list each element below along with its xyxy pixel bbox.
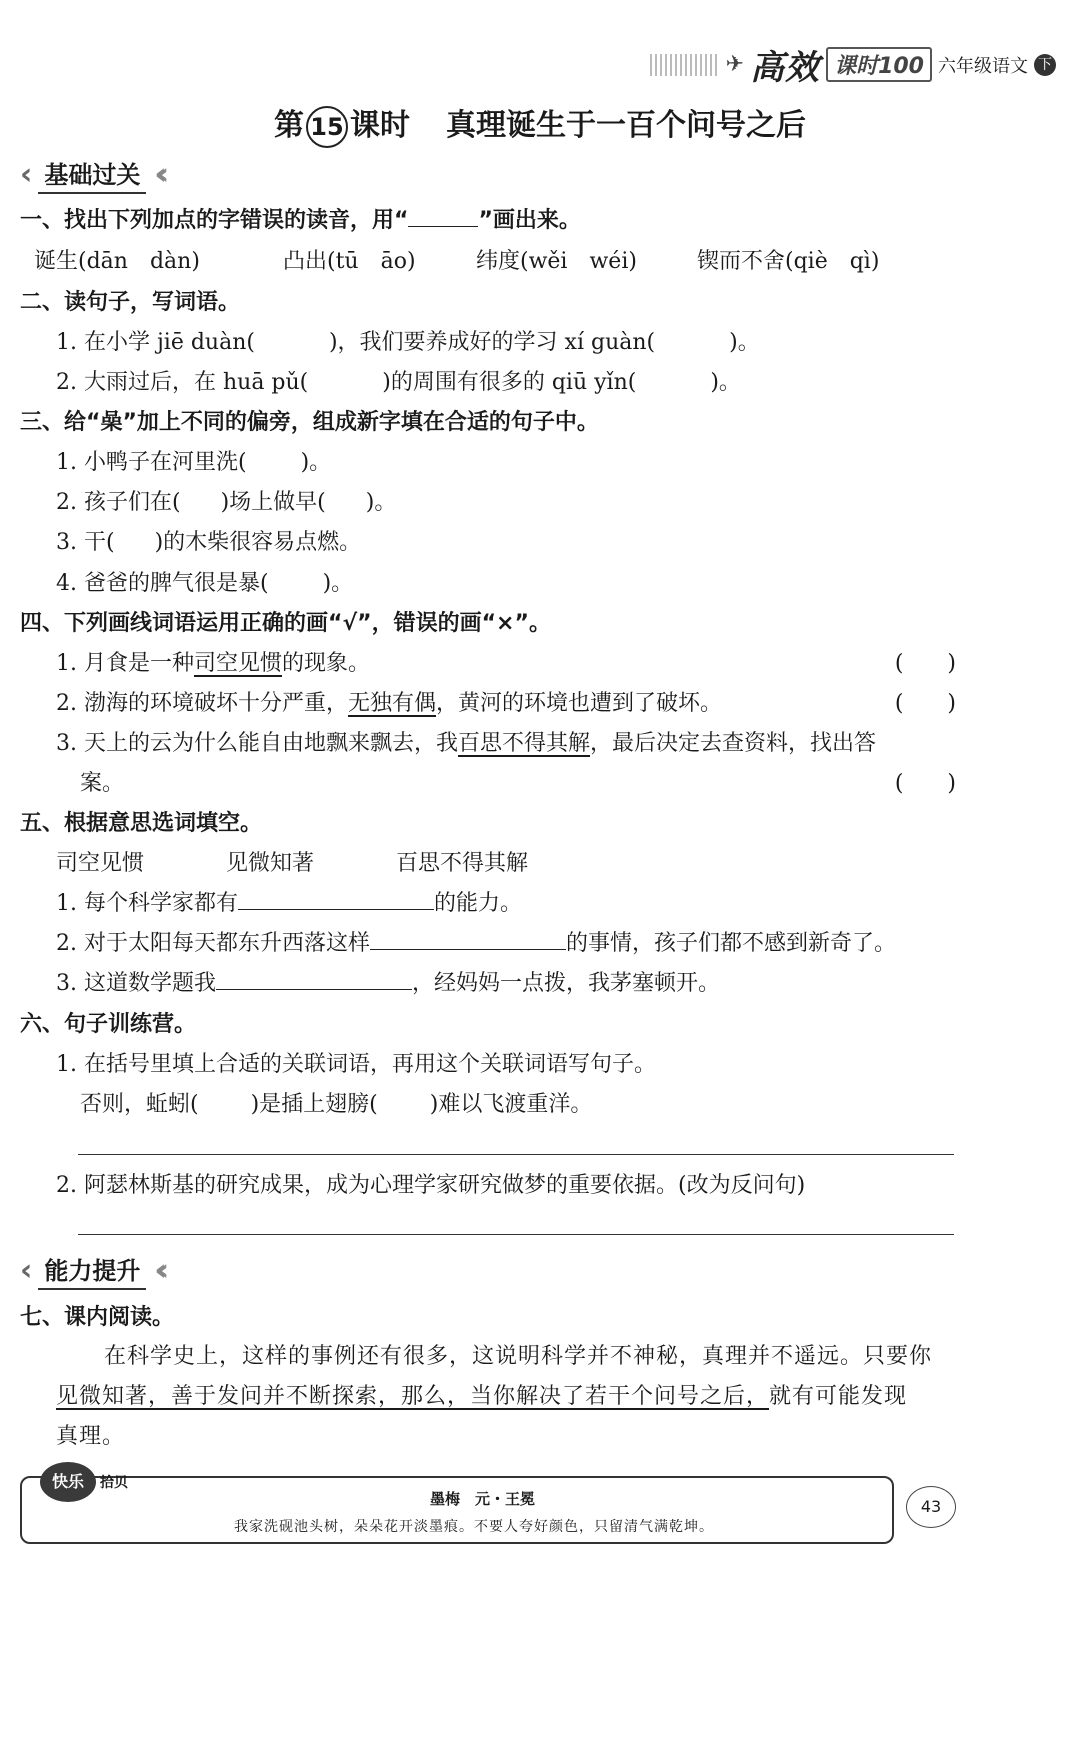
q7-heading: 七、课内阅读。 <box>20 1305 175 1330</box>
reading-line-2-end: 就有可能发现 <box>769 1384 908 1409</box>
q4-underlined-word: 无独有偶 <box>347 691 436 716</box>
q5-word: 见微知著 <box>226 851 315 876</box>
q4-l2a: 2. 渤海的环境破坏十分严重， <box>56 691 348 716</box>
header-dots <box>650 54 720 76</box>
section-banner-ability <box>20 1251 159 1290</box>
q5-l1a: 1. 每个科学家都有 <box>56 891 238 916</box>
header-grade: 六年级语文 <box>938 55 1028 77</box>
page-title <box>0 100 1080 148</box>
q1-item <box>697 244 879 275</box>
answer-blank[interactable] <box>408 226 478 227</box>
header <box>650 40 1056 89</box>
q3-l2a: 2. 孩子们在( <box>56 490 181 515</box>
q6-l1ec: )难以飞渡重洋。 <box>429 1092 593 1117</box>
q2-line-1 <box>56 325 760 356</box>
q6-l1eb: )是插上翅膀( <box>250 1092 378 1117</box>
q1-item-3: 锲而不舍(qiè qì) <box>697 249 880 274</box>
q3-l3b: )的木柴很容易点燃。 <box>154 530 362 555</box>
q4-line-2 <box>56 686 722 717</box>
plane-icon: ✈ <box>725 52 745 77</box>
q4-underlined-word: 司空见惯 <box>193 651 282 676</box>
q1-item-1: 凸出(tū āo) <box>283 249 416 274</box>
q3-heading: 三、给“喿”加上不同的偏旁，组成新字填在合适的句子中。 <box>20 410 599 435</box>
q2-line-2 <box>56 365 741 396</box>
q3-line-4 <box>56 566 353 597</box>
q2-l1b: )，我们要养成好的学习 xí guàn( <box>328 330 656 355</box>
q4-l2b: ，黄河的环境也遭到了破坏。 <box>436 691 723 716</box>
q1-item <box>283 244 416 275</box>
q1-item <box>476 244 637 275</box>
page-number: 43 <box>906 1486 956 1528</box>
badge-sub: 拾贝 <box>100 1475 128 1491</box>
q5-l2b: 的事情，孩子们都不感到新奇了。 <box>565 931 896 956</box>
badge-bubble: 快乐 <box>40 1462 96 1502</box>
q3-l1b: )。 <box>300 450 332 475</box>
q5-l3a: 3. 这道数学题我 <box>56 971 216 996</box>
title-main: 真理诞生于一百个问号之后 <box>446 108 806 143</box>
q3-line-3 <box>56 525 361 556</box>
q6-line-2: 2. 阿瑟林斯基的研究成果，成为心理学家研究做梦的重要依据。(改为反问句) <box>56 1173 806 1198</box>
section-label: 基础过关 <box>38 155 146 194</box>
q4-line-1 <box>56 646 370 677</box>
q5-word: 百思不得其解 <box>396 851 529 876</box>
q2-l2b: )的周围有很多的 qiū yǐn( <box>382 370 637 395</box>
q3-l2c: )。 <box>365 490 397 515</box>
reading-line-3: 真理。 <box>56 1424 126 1449</box>
writing-line[interactable] <box>78 1234 954 1235</box>
q1-item <box>34 244 200 275</box>
q6-heading: 六、句子训练营。 <box>20 1012 197 1037</box>
q5-word: 司空见惯 <box>56 851 145 876</box>
q4-heading: 四、下列画线词语运用正确的画“√”，错误的画“×”。 <box>20 611 551 636</box>
q3-line-2 <box>56 485 396 516</box>
header-series: 课时100 <box>826 47 932 82</box>
q5-heading: 五、根据意思选词填空。 <box>20 811 263 836</box>
q5-l1b: 的能力。 <box>433 891 522 916</box>
q5-l3b: ，经妈妈一点拨，我茅塞顿开。 <box>411 971 720 996</box>
reading-line-2 <box>56 1379 907 1410</box>
footer-badge <box>40 1462 128 1502</box>
q6-l1ea: 否则，蚯蚓( <box>80 1092 199 1117</box>
q4-l1b: 的现象。 <box>282 651 371 676</box>
chevron-left-icon: ‹ <box>20 1253 33 1288</box>
header-volume: 下 <box>1034 54 1056 76</box>
double-chevron-icon: ‹‹ <box>154 157 160 192</box>
q5-line-3 <box>56 966 720 997</box>
q4-underlined-word: 百思不得其解 <box>458 731 591 756</box>
title-prefix: 第 <box>274 108 304 143</box>
q2-l2c: )。 <box>710 370 741 395</box>
q2-l2a: 2. 大雨过后，在 huā pǔ( <box>56 370 309 395</box>
reading-line-1: 在科学史上，这样的事例还有很多，这说明科学并不神秘，真理并不遥远。只要你 <box>104 1344 933 1369</box>
q1-heading <box>20 203 581 234</box>
q2-l1c: )。 <box>729 330 760 355</box>
title-suffix: 课时 <box>350 108 410 143</box>
q6-line-1: 1. 在括号里填上合适的关联词语，再用这个关联词语写句子。 <box>56 1052 656 1077</box>
chevron-left-icon: ‹ <box>20 157 33 192</box>
q6-example <box>80 1087 592 1118</box>
q1-item-0: 诞生(dān dàn) <box>34 249 200 274</box>
q1-heading-text: 一、找出下列加点的字错误的读音，用“ <box>20 208 409 233</box>
q4-l1a: 1. 月食是一种 <box>56 651 194 676</box>
q3-l1a: 1. 小鸭子在河里洗( <box>56 450 247 475</box>
header-brand: 高效 <box>750 48 821 88</box>
q4-line-3 <box>56 726 876 757</box>
q3-l2b: )场上做早( <box>220 490 326 515</box>
q4-l3a: 3. 天上的云为什么能自由地飘来飘去，我 <box>56 731 458 756</box>
q3-l3a: 3. 干( <box>56 530 115 555</box>
q2-l1a: 1. 在小学 jiē duàn( <box>56 330 255 355</box>
q1-heading-end: ”画出来。 <box>478 208 581 233</box>
q3-l4a: 4. 爸爸的脾气很是暴( <box>56 571 269 596</box>
q3-l4b: )。 <box>322 571 354 596</box>
reading-underlined: 见微知著，善于发问并不断探索，那么，当你解决了若干个问号之后， <box>56 1384 770 1409</box>
answer-paren[interactable]: ( ) <box>894 651 956 676</box>
q4-line-3-cont: 案。 <box>80 771 125 796</box>
double-chevron-icon: ‹‹ <box>154 1253 160 1288</box>
poem-text: 我家洗砚池头树，朵朵花开淡墨痕。不要人夸好颜色，只留清气满乾坤。 <box>234 1519 714 1535</box>
answer-paren[interactable]: ( ) <box>894 691 956 716</box>
q2-heading: 二、读句子，写词语。 <box>20 290 241 315</box>
q3-line-1 <box>56 445 331 476</box>
q5-line-2 <box>56 926 896 957</box>
fill-blank[interactable] <box>370 949 566 950</box>
lesson-number: 15 <box>306 106 348 148</box>
fill-blank[interactable] <box>238 909 434 910</box>
section-banner-basic <box>20 155 159 194</box>
q5-l2a: 2. 对于太阳每天都东升西落这样 <box>56 931 370 956</box>
writing-line[interactable] <box>78 1154 954 1155</box>
fill-blank[interactable] <box>216 989 412 990</box>
answer-paren[interactable]: ( ) <box>894 771 956 796</box>
section-label: 能力提升 <box>38 1251 146 1290</box>
poem-title: 墨梅 元・王冕 <box>430 1490 536 1508</box>
q5-line-1 <box>56 886 522 917</box>
q1-item-2: 纬度(wěi wéi) <box>476 249 637 274</box>
q4-l3b: ，最后决定去查资料，找出答 <box>590 731 877 756</box>
